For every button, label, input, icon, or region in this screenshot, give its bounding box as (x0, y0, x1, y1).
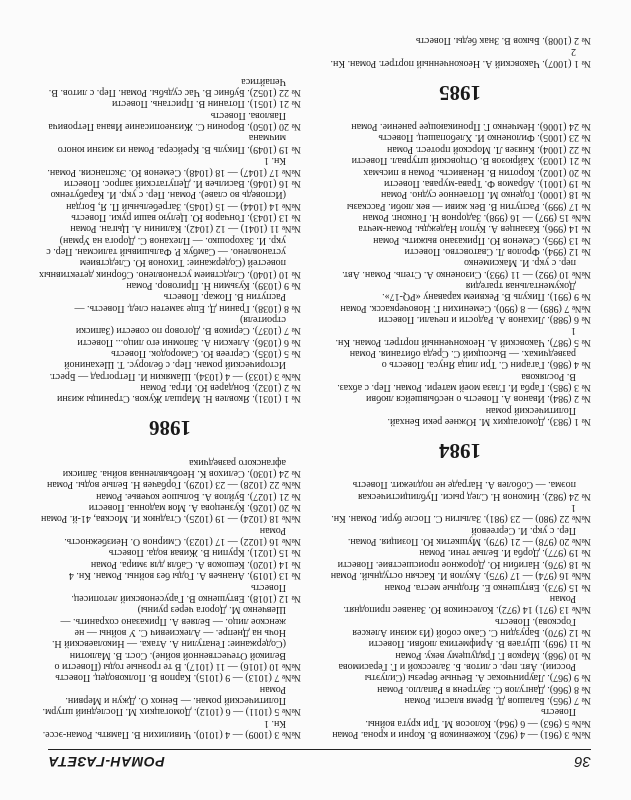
bibliography-entry: № 24 (1006). Немченко Г. Проникающее ранение. Роман (351, 121, 591, 133)
bibliography-entry: № 15 (1021). Крупин В. Живая вода. Повесть (108, 547, 301, 559)
bibliography-entry: № 2 (984). Иванов А. Повесть о несбывшейся любви (366, 393, 591, 405)
bibliography-entry: №№ 10 (1016) — 11 (1017). В те грозные годы (Повести о Великой Отечественной войне). Сост. В. Малютин (Содержание: Генатулин А. Атака. — Николаевский Н. Ночь на Днепре. — Алексиевич С. У войны — не женское лицо. — Беляев А. Приказано сохранить. — Шевченко М. Дорога через руины) (51, 604, 301, 672)
bibliography-entry: № 21 (1003). Хайрюзов В. Отцовский штурвал. Повести (351, 155, 591, 167)
bibliography-entry: № 6 (1036). Алексин А. Запомни его лицо... Повести (77, 336, 301, 348)
bibliography-entry: № 22 (1004). Князев Л. Морской протест. Роман (386, 143, 591, 155)
bibliography-entry: №№ 7 (1013) — 9 (1015). Карпов В. Полководец. Повесть (55, 672, 301, 684)
bibliography-entry: №№ 22 (980) — 23 (981). Залыгин С. После бури. Роман. Кн. 1 (331, 502, 591, 525)
bibliography-entry: №№ 18 (1024) — 19 (1025). Стаднюк И. Москва, 41-й. Роман (41, 513, 301, 525)
year-heading: 1985 (439, 80, 481, 105)
bibliography-entry: № 14 (996). Казанцев А. Купол Надежды. Роман-мечта (358, 223, 591, 235)
bibliography-entry: №№ 22 (1028) — 23 (1029). Горбачев Н. Белые воды. Роман (46, 479, 301, 491)
bibliography-entry: №№ 5 (1011) — 6 (1012). Домогацких М. Последний штурм. Политический роман. — Бенюх О. Джун и Мервин. Роман (42, 683, 301, 718)
bibliography-entry: № 24 (1030). Селихов К. Необъявленная война. Записки афганского разведчика (62, 456, 301, 480)
bibliography-column-left (329, 35, 591, 740)
bibliography-entry: № 19 (1049). Пикуль В. Крейсера. Роман из жизни юного мичмана (57, 132, 301, 155)
bibliography-entry: №№ 13 (971) 14 (972). Колесников Ю. Занавес приподнят. Роман (343, 592, 591, 616)
bibliography-entry: № 9 (967). Лауринчюкас А. Вечные березы (Силуэты России). Авт. пер. с литов. Б. Залесской и Г. Герасимова (338, 660, 591, 684)
bibliography-entry: № 8 (966). Дангулов С. Заутреня в Рапалло. Роман (377, 683, 591, 695)
bibliography-entry: № 1 (1031). Яковлев Н. Маршал Жуков. Страницы жизни (57, 393, 301, 405)
bibliography-entry: №№ 7 (989) — 8 (990). Семенихин Г. Новочеркасск. Роман (340, 302, 591, 314)
page-number: 36 (574, 753, 591, 770)
running-header (48, 749, 591, 770)
year-heading: 1984 (439, 439, 481, 464)
bibliography-entry: № 9 (1039). Кузьмин Н. Приговор. Роман (126, 279, 301, 291)
bibliography-entry: № 12 (994). Фролов Л. Сватовство. Повести (404, 245, 591, 257)
bibliography-entry: №№ 14 (1044) — 15 (1045). Загребельный П. Я, Богдан (Исповедь во славе). Роман. Пер. с укр. И. Карабутенко (50, 189, 301, 212)
bibliography-entry: № 17 (999). Распутин В. Век живи — век люби. Рассказы (346, 200, 591, 212)
journal-title: РОМАН-ГАЗЕТА (48, 754, 165, 770)
year-heading: 1986 (149, 416, 191, 441)
bibliography-entry: № 19 (977). Дорба И. Белые тени. Роман (419, 547, 591, 559)
bibliography-entry: № 20 (1050). Воронин С. Жизнеописание Ивана Петровича Павлова. Повесть (48, 109, 301, 133)
bibliography-entry: №№ 3 (1009) — 4 (1010). Чивилихин В. Память. Роман-эссе. Кн. 1 (42, 717, 301, 740)
bibliography-entry: № 9 (991). Пикуль В. Реквием каравану «PQ-17». Документальная трагедия (382, 279, 591, 303)
bibliography-entry: № 14 (1020). Кешоков А. Сабля для эмира. Роман (90, 558, 301, 570)
bibliography-entry: № 19 (1001). Абрамов Ф. Трава-мурава. Повести (384, 177, 591, 189)
bibliography-entry: № 5 (1035). Сергеев Ю. Самородок. Повесть (111, 348, 301, 360)
bibliography-entry: № 2 (1032). Бондарев Ю. Игра. Роман (140, 382, 301, 394)
bibliography-entry: № 4 (986). Гагарин С. Три лица Януса. Повесть о разведчиках. — Высоцкий С. Среда обитания. Роман (349, 348, 591, 371)
bibliography-entry: № 20 (1002). Коротин В. Ненависть. Роман в письмах (363, 166, 591, 178)
bibliography-entry: № 11 (969). Шугаев В. Арифметика любви. Повести (368, 638, 591, 650)
bibliography-entry: № 8 (1038). Гранин Д. Еще заметен след. Повесть. — Распутин В. Пожар. Повесть (74, 291, 301, 314)
bibliography-entry: № 7 (1037). Сериков В. Договор по совести (Записки строителя) (75, 314, 301, 337)
bibliography-entry: № 5 (987). Чаковский А. Неоконченный портрет. Роман. Кн. 1 (335, 325, 591, 348)
bibliography-entry: № 12 (970). Баруздин С. Само собой (Из жизни Алексея Горскова). Повесть (352, 615, 591, 638)
bibliography-entry: № 13 (995). Семенов Ю. Приказано выжить. Роман (373, 234, 591, 246)
bibliography-entry: № 10 (968). Марков Г. Грядущему веку. Роман (395, 649, 591, 661)
bibliography-entry: №№ 3 (961) — 4 (962). Кожевников В. Корни и крона. Роман (332, 729, 591, 740)
bibliography-entry: № 13 (1019). Ананьев А. Годы без войны. Роман. Кн. 4 (68, 570, 301, 582)
bibliography-column-right (39, 75, 301, 740)
bibliography-entry: № 1 (1007). Чаковский А. Неоконченный портрет. Роман. Кн. 2 (330, 46, 591, 69)
bibliography-entry: №№ 5 (963) — 6 (964). Колосов М. Три круга войны. Повесть (365, 706, 591, 729)
bibliography-entry: № 21 (1027). Буйлов А. Большое кочевье. Роман (96, 490, 301, 502)
bibliography-entry: № 22 (1052). Бубнис В. Час судьбы. Роман. Пер. с литов. В. Чепайтиса (48, 75, 301, 99)
bibliography-entry: №№ 17 (1047) — 18 (1048). Семенов Ю. Экспансия. Роман. Кн. 1 (47, 155, 301, 178)
bibliography-entry: № 12 (1018). Евтушенко В. Гарусеновский летописец. Повесть (71, 581, 301, 604)
bibliography-entry: № 1 (983). Домогацких М. Южнее реки Бенхай. Политический роман (387, 404, 591, 428)
bibliography-entry: №№ 3 (1033) — 4 (1034). Шамякин И. Петроград — Брест. Исторический роман. Пер. с белорус. Т. Шеханиной (49, 359, 301, 382)
bibliography-entry: №№ 20 (978) — 21 (979). Мушкетик Ю. Позиция. Роман. Пер. с укр. И. Сергеевой (347, 524, 591, 548)
bibliography-entry: № 10 (1040). Следствием установлено. Сборник детективных повестей (Содержание: Тихонов Ю. Следствием установлено. — Самбук Р. Фальшивый талисман. Пер. с укр. И. Захорошко. — Плеханов С. Дорога на Урман) (38, 234, 301, 280)
bibliography-entry: № 15 (973). Евтушенко Е. Ягодные места. Роман (384, 581, 591, 593)
bibliography-entry: № 21 (1051). Потанин В. Пристань. Повести (111, 98, 301, 110)
bibliography-entry: № 24 (982). Никонов Н. След рыси. Публицистическая поэма. — Соболев А. Награде не подлежит. Повесть (352, 479, 591, 502)
bibliography-entry: № 13 (1043). Гончаров Ю. Целую ваши руки. Повесть (71, 211, 301, 223)
bibliography-entry: №№ 10 (992) — 11 (993). Сизоненко А. Степь. Роман. Авт. пер. с укр. И. Максименко (342, 257, 591, 280)
bibliography-entry: № 7 (965). Балашов Д. Время власти. Роман (404, 694, 591, 706)
bibliography-entry: № 6 (988). Лиханов А. Радости и печали. Повести (378, 314, 591, 325)
bibliography-entry: №№ 15 (997) — 16 (998). Задорнов Н. Гонконг. Роман (362, 211, 591, 223)
bibliography-entry: №№ 16 (1022) — 17 (1023). Смирнов О. Неизбежность. Роман (64, 524, 301, 548)
bibliography-entry: №№ 16 (974) — 17 (975). Акулов И. Касьян остудный. Роман (330, 570, 591, 582)
bibliography-entry: №№ 11 (1041) — 12 (1042). Калинин А. Цыган. Роман (70, 223, 301, 235)
bibliography-entry: № 23 (1005). Филоненко И. Хлебопашец. Повесть (378, 132, 591, 144)
bibliography-entry: № 18 (976). Нагибин Ю. Дорожное происшествие. Повести (337, 558, 591, 570)
bibliography-entry: № 18 (1000). Годенко М. Потаенное судно. Роман (381, 189, 591, 201)
bibliography-entry: № 3 (985). Гарба И. Глаза моей матери. Роман. Пер. с абхаз. В. Рослякова (337, 370, 591, 394)
bibliography-entry: № 20 (1026). Кузнецова А. Моя мадонна. Повести (88, 502, 301, 514)
bibliography-entry: № 2 (1008). Быков В. Знак беды. Повесть (415, 35, 591, 47)
bibliography-entry: № 16 (1046). Васильев И. Депутатский запрос. Повести (64, 177, 301, 189)
